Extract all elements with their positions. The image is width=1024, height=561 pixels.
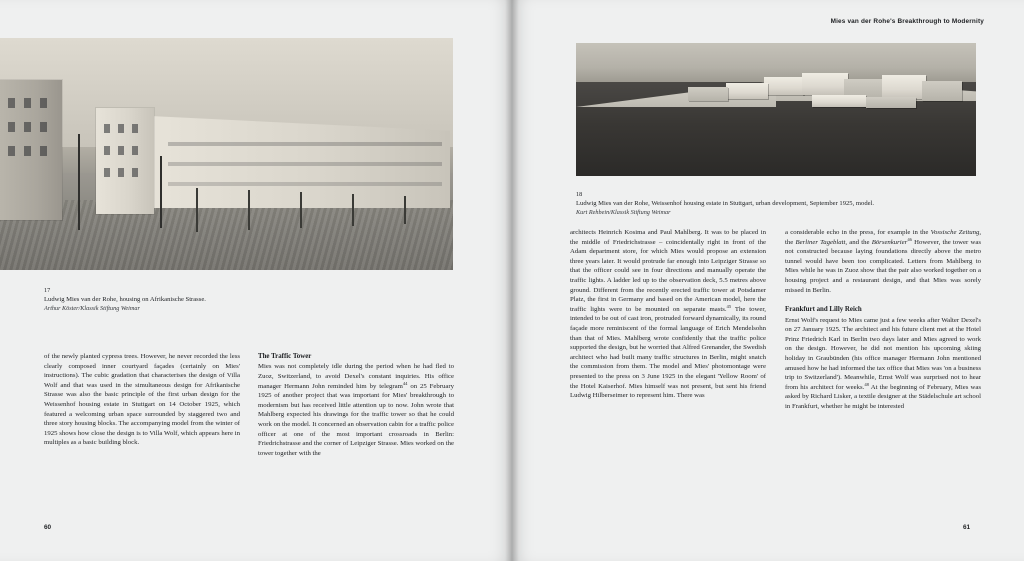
caption-number: 18	[576, 191, 583, 198]
photo-road	[0, 200, 453, 270]
street-lamp	[160, 156, 162, 228]
footnote-marker: 48	[864, 381, 869, 387]
window	[8, 122, 15, 132]
text-column-3	[570, 228, 766, 401]
caption-credit: Arthur Köster/Klassik Stiftung Weimar	[44, 305, 140, 313]
footnote-marker: 44	[402, 380, 408, 386]
body-paragraph	[258, 362, 454, 458]
text-column-4	[785, 228, 981, 412]
window	[132, 168, 138, 177]
body-text: The tower, intended to be out of cast iron, protruded forward dynamically, its round façade more reminiscent of the formal language of Erich Mendelsohn than that of Mies. Mahlberg wrote confidently that the traffic police supported the design, but he worried that Alfred Grenander, the Swedish architect who had built many traffic structures in Berlin, might snatch the commission from them. The model and Mies' photomontage were presented to the press on 3 June 1925 in the elegant 'Yellow Room' of the Hotel Kaiserhof. Mies himself was not present, but sent his friend Ludwig Hilberseimer to represent him. There was	[570, 305, 766, 400]
street-tree	[248, 190, 250, 230]
body-text: Mies was not completely idle during the period when he had fled to Zuoz, Switzerland, to avoid Dexel's constant inquiries. His office manager Hermann John reminded him by telegram	[258, 363, 454, 390]
body-text: , and the	[845, 238, 872, 246]
caption-figure-18	[576, 190, 976, 217]
body-text: , the	[785, 229, 982, 246]
window	[24, 98, 31, 108]
folio-page-number-left: 60	[44, 524, 52, 531]
footnote-marker: 45	[726, 303, 732, 309]
window	[40, 122, 47, 132]
figure-17-photograph	[0, 38, 453, 270]
body-text: At the beginning of February, Mies was asked by Richard Lisker, a textile designer at the Städelschule art school in Frankfurt, whether he might be interested	[785, 383, 981, 410]
model-block	[812, 95, 866, 107]
figure-18-photograph	[576, 43, 976, 176]
balcony-band	[168, 182, 442, 186]
street-tree	[196, 188, 198, 232]
window	[132, 124, 138, 133]
model-block	[726, 83, 768, 99]
street-tree	[352, 194, 354, 226]
model-block	[802, 73, 848, 95]
paragraph-spacer	[785, 295, 981, 305]
photo-afrikanische-strasse	[0, 38, 453, 270]
body-paragraph	[785, 316, 981, 412]
caption-number: 17	[44, 287, 51, 294]
publication-name: Berliner Tageblatt	[795, 238, 846, 246]
body-text: However, the tower was not constructed because laying foundations directly above the metro tunnel would have been too complicated. Letters from Mahlberg to Mies while he was in Zuoz show that the pair also worked together on a housing project and a restaurant design, and that Mies was sorely missed in Berlin.	[785, 238, 981, 294]
window	[40, 98, 47, 108]
window	[104, 124, 110, 133]
window	[40, 146, 47, 156]
street-tree	[300, 192, 302, 228]
body-paragraph	[570, 228, 766, 401]
window	[104, 146, 110, 155]
balcony-band	[168, 162, 442, 166]
model-block	[866, 97, 916, 108]
running-head: Mies van der Rohe's Breakthrough to Modernity	[830, 18, 984, 25]
street-tree	[404, 196, 406, 224]
model-block	[882, 75, 926, 99]
footnote-marker: 46	[907, 236, 912, 242]
caption-text: Ludwig Mies van der Rohe, Weissenhof housing estate in Stuttgart, urban development, September 1925, model.	[576, 200, 875, 207]
model-block	[688, 87, 728, 101]
body-paragraph	[785, 228, 981, 295]
window	[24, 146, 31, 156]
caption-text: Ludwig Mies van der Rohe, housing on Afrikanische Strasse.	[44, 296, 206, 303]
body-text: a considerable echo in the press, for example in the	[785, 229, 931, 236]
section-heading-frankfurt-lilly-reich: Frankfurt and Lilly Reich	[785, 306, 862, 314]
window	[118, 168, 124, 177]
body-text: on 25 February 1925 of another project that was important for Mies' breakthrough to modernism but has received little attention up to now. John wrote that Mahlberg expected his drawings for the traffic tower so that he could work on the model. It concerned an observation cabin for a traffic police officer at one of the most important crossroads in Berlin: Friedrichstrasse and the corner of Leipziger Strasse. Mies worked on the tower together with the	[258, 382, 454, 457]
section-heading-traffic-tower: The Traffic Tower	[258, 353, 312, 360]
caption-credit: Kurt Rehbein/Klassik Stiftung Weimar	[576, 209, 671, 217]
window	[24, 122, 31, 132]
balcony-band	[168, 142, 442, 146]
window	[8, 146, 15, 156]
model-block	[922, 81, 962, 101]
model-block	[764, 77, 804, 95]
text-column-1	[44, 352, 240, 448]
body-paragraph: of the newly planted cypress trees. However, he never recorded the less clearly composed inner courtyard façades (certainly on Mies' instructions). The cubic gradation that characterises the design of Villa Wolf and that was used in the simultaneous design for Afrikanische Strasse was also the basic principle of the first urban design for the Weissenhof housing estate in Stuttgart on 14 October 1925, which featured a welcoming urban space surrounded by staggered two and three story housing blocks. The accompanying model from the winter of 1925 shows how close the design is to Villa Wolf, which appears here in multiples as a basic building block.	[44, 353, 240, 447]
window	[8, 98, 15, 108]
text-column-2	[258, 352, 454, 458]
window	[104, 168, 110, 177]
body-text: Ernst Wolf's request to Mies came just a few weeks after Walter Dexel's on 27 January 1925. The architect and his future client met at the Hotel Prinz Friedrich Karl in Berlin two days later and Mies agreed to work on the design. However, he did not mention his upcoming skiing holiday in Graubünden (his office manager Hermann John mentioned amused how he had informed the tax office that Mies was 'on a business trip to Switzerland'). Meanwhile, Ernst Wolf was surprised not to hear from his architect for weeks.	[785, 316, 981, 391]
window	[118, 124, 124, 133]
publication-name: Vossische Zeitung	[930, 229, 980, 236]
photo-weissenhof-model	[576, 43, 976, 176]
window	[118, 146, 124, 155]
publication-name: Börsenkurier	[871, 238, 908, 246]
window	[132, 146, 138, 155]
body-text: architects Heinrich Kosima and Paul Mahlberg. It was to be placed in the middle of Friedrichstrasse – coincidentally right in front of the Adam department store, for which Mies would propose an extension three years later. It would protrude far enough into Leipziger Strasse so that the officer could see in four directions and manually operate the traffic lights. A ladder led up to the observation deck, 5.5 metres above ground. Different from the recently erected traffic tower at Potsdamer Platz, the first in Germany and based on the American model, here the traffic lights were to be mounted on separate masts.	[570, 229, 766, 313]
street-lamp	[78, 134, 80, 230]
folio-page-number-right: 61	[963, 524, 971, 531]
caption-figure-17	[44, 286, 344, 313]
